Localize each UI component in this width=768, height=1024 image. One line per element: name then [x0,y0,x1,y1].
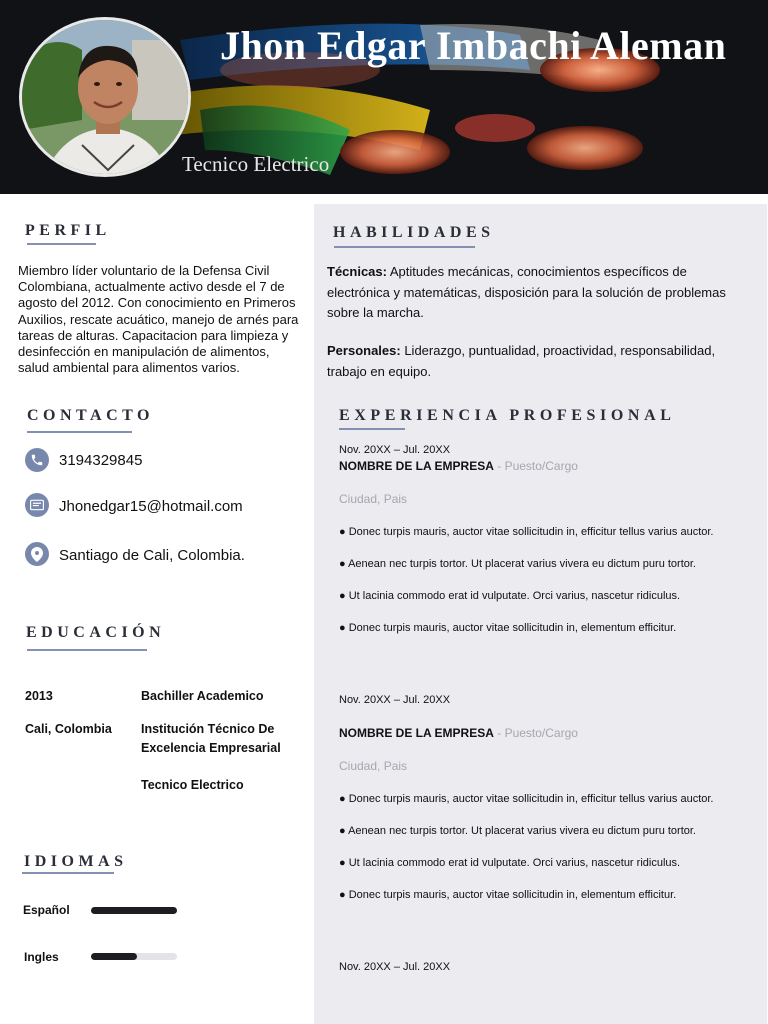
education-year: 2013 [25,689,53,703]
profile-photo [19,17,191,177]
job-bullet: ● Aenean nec turpis tortor. Ut placerat varius vivera eu dictum puru tortor. [339,825,696,837]
email-address[interactable]: Jhonedgar15@hotmail.com [59,498,243,515]
education-program: Tecnico Electrico [141,778,244,792]
candidate-name: Jhon Edgar Imbachi Aleman [220,23,727,68]
job-company-name: NOMBRE DE LA EMPRESA [339,459,494,473]
phone-number[interactable]: 3194329845 [59,452,143,469]
right-column-panel [314,204,767,1024]
languages-heading: IDIOMAS [24,853,128,870]
job-company [339,459,578,473]
skills-personal-text: Liderazgo, puntualidad, proactividad, responsabilidad, trabajo en equipo. [327,343,716,379]
job-date: Nov. 20XX – Jul. 20XX [339,694,451,706]
job-date: Nov. 20XX – Jul. 20XX [339,961,451,973]
job-date: Nov. 20XX – Jul. 20XX [339,444,451,456]
profile-heading: PERFIL [25,222,111,239]
job-company [339,726,578,740]
skills-heading: HABILIDADES [333,224,495,241]
education-place: Cali, Colombia [25,722,112,736]
phone-icon [25,448,49,472]
job-city: Ciudad, Pais [339,492,408,506]
skills-heading-underline [334,246,475,248]
contact-heading: CONTACTO [27,407,154,424]
mail-icon [25,493,49,517]
header-banner [0,0,768,194]
language-level-fill [91,953,137,960]
language-name: Español [23,903,70,917]
language-level-bar [91,953,177,960]
job-role: - Puesto/Cargo [493,459,578,473]
job-bullet: ● Aenean nec turpis tortor. Ut placerat varius vivera eu dictum puru tortor. [339,558,696,570]
skills-technical-label: Técnicas: [327,264,387,279]
skills-personal-label: Personales: [327,343,401,358]
location-text: Santiago de Cali, Colombia. [59,547,245,564]
education-heading-underline [27,649,147,651]
location-pin-icon [25,542,49,566]
language-level-bar [91,907,177,914]
profile-heading-underline [27,243,96,245]
job-role: - Puesto/Cargo [493,726,578,740]
job-bullet: ● Donec turpis mauris, auctor vitae sollicitudin in, elementum efficitur. [339,889,677,901]
education-degree: Bachiller Academico [141,689,264,703]
education-institution: Institución Técnico De Excelencia Empresarial [141,722,281,755]
education-heading: EDUCACIÓN [26,624,166,641]
skills-personal [327,341,752,382]
job-bullet: ● Donec turpis mauris, auctor vitae sollicitudin in, elementum efficitur. [339,622,677,634]
skills-technical-text: Aptitudes mecánicas, conocimientos específicos de electrónica y matemáticas, disposición para la solución de problemas sobre la marcha. [327,264,726,320]
experience-heading-underline [339,428,405,430]
job-company-name: NOMBRE DE LA EMPRESA [339,726,494,740]
contact-heading-underline [27,431,132,433]
job-bullet: ● Donec turpis mauris, auctor vitae sollicitudin in, efficitur tellus varius auctor. [339,526,714,538]
job-city: Ciudad, Pais [339,759,408,773]
language-level-fill [91,907,177,914]
languages-heading-underline [22,872,114,874]
experience-heading: EXPERIENCIA PROFESIONAL [339,407,676,424]
candidate-title: Tecnico Electrico [182,152,330,176]
skills-technical [327,262,752,324]
profile-text: Miembro líder voluntario de la Defensa Civil Colombiana, actualmente activo desde el 7 de agosto del 2012. Con conocimiento en Primeros Auxilios, rescate acuático, manejo de arnés para tareas de alturas. Capacitacion para limpieza y desinfección en manipulación de alimentos, salud ambiental para alimentos varios. [18,263,299,376]
job-bullet: ● Ut lacinia commodo erat id vulputate. Orci varius, nascetur ridiculus. [339,590,681,602]
job-bullet: ● Donec turpis mauris, auctor vitae sollicitudin in, efficitur tellus varius auctor. [339,793,714,805]
language-name: Ingles [24,950,59,964]
job-bullet: ● Ut lacinia commodo erat id vulputate. Orci varius, nascetur ridiculus. [339,857,681,869]
